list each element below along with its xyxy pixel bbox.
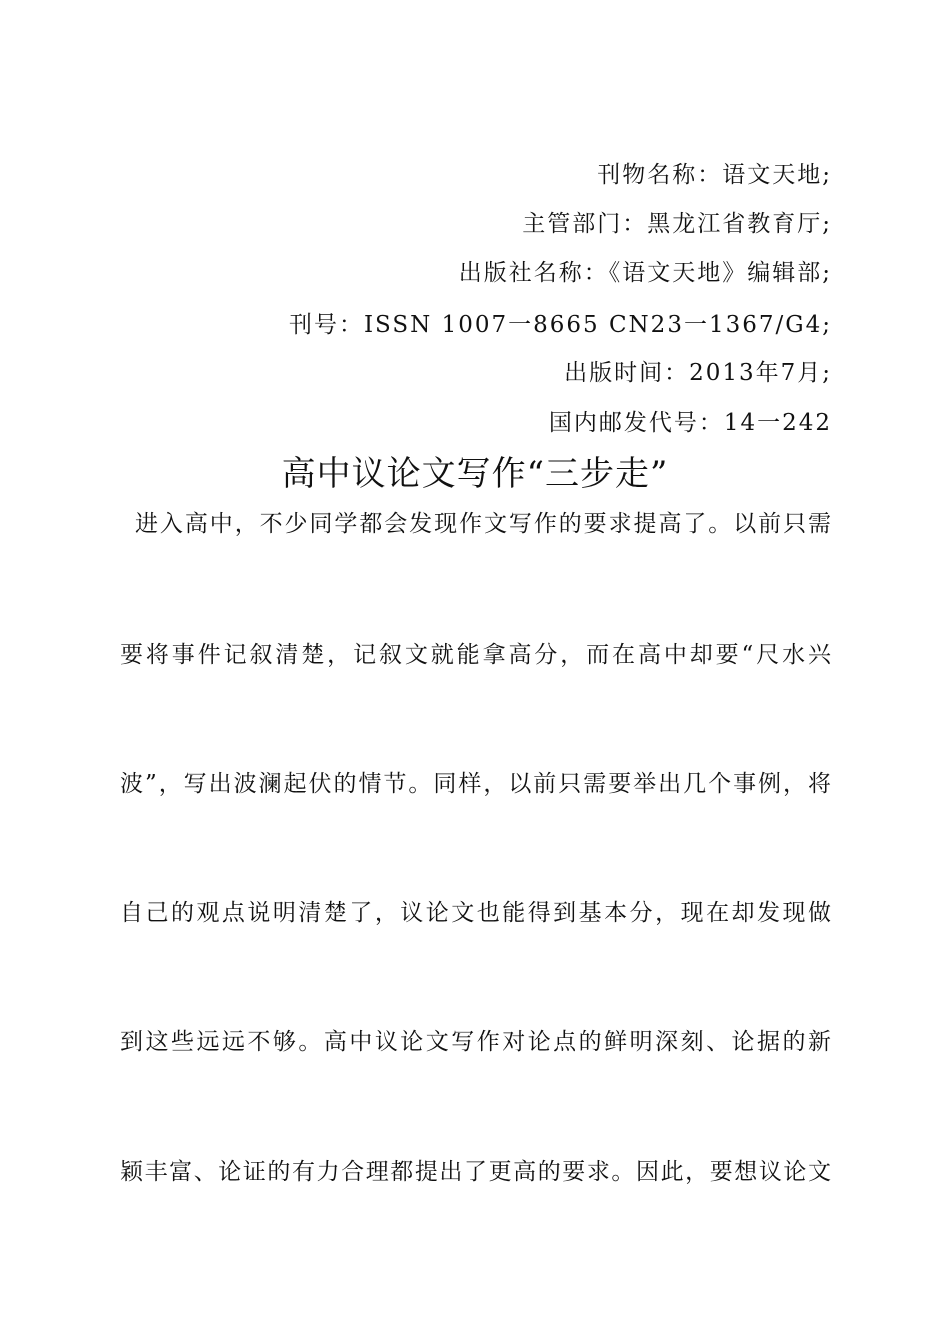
postal-code-line: 国内邮发代号：14一242 [548,410,832,436]
paragraph-line: 波”，写出波澜起伏的情节。同样，以前只需要举出几个事例，将 [120,771,832,797]
paragraph-line: 要将事件记叙清楚，记叙文就能拿高分，而在高中却要“尺水兴 [120,642,832,668]
article-title: 高中议论文写作“三步走” [281,454,669,494]
paragraph-line: 进入高中，不少同学都会发现作文写作的要求提高了。以前只需 [135,511,832,537]
department-line: 主管部门：黑龙江省教育厅; [522,211,832,237]
issn-line: 刊号：ISSN 1007一8665 CN23一1367/G4; [288,312,832,338]
paragraph-line: 自己的观点说明清楚了，议论文也能得到基本分，现在却发现做 [120,900,832,926]
paragraph-line: 到这些远远不够。高中议论文写作对论点的鲜明深刻、论据的新 [120,1029,832,1055]
publish-date-line: 出版时间：2013年7月; [564,360,832,386]
journal-name-line: 刊物名称：语文天地; [597,162,832,188]
paragraph-line: 颖丰富、论证的有力合理都提出了更高的要求。因此，要想议论文 [120,1159,832,1185]
publisher-line: 出版社名称：《语文天地》编辑部; [458,260,832,286]
